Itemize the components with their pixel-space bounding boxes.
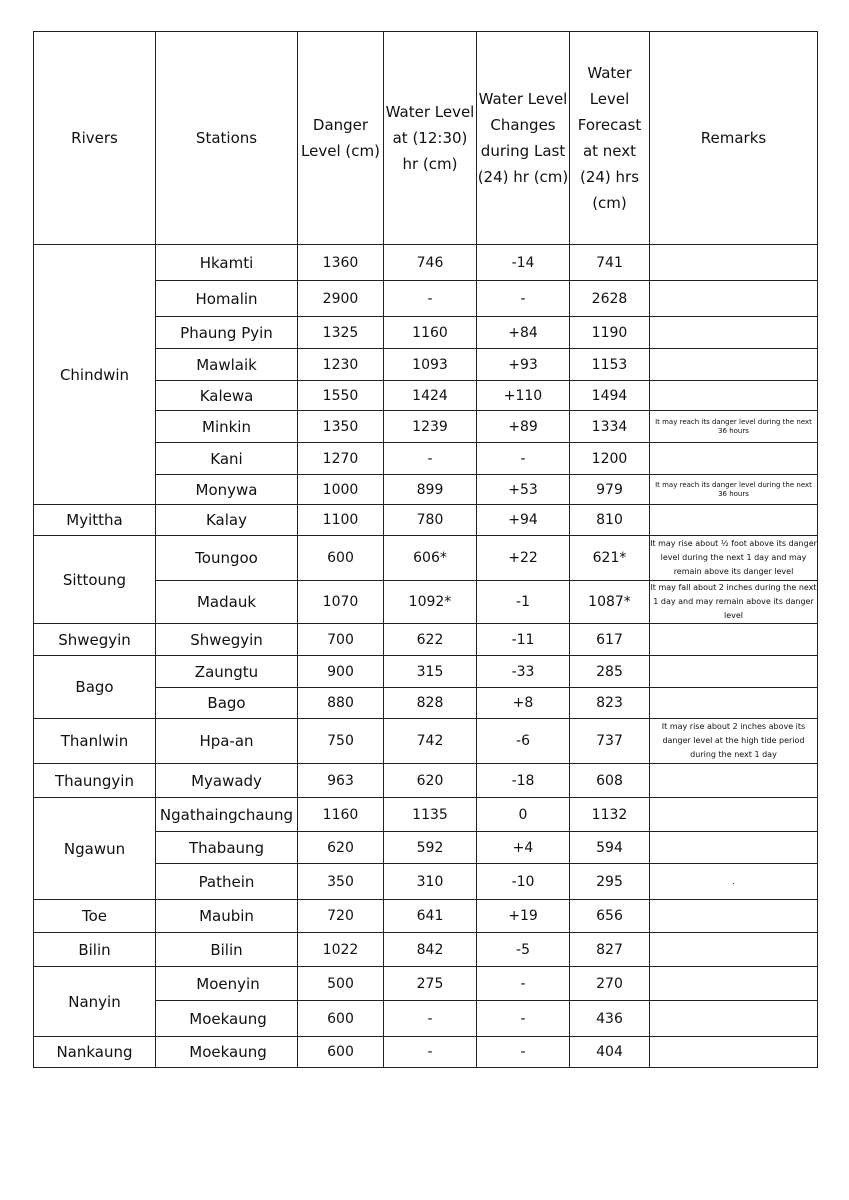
- table-row: [34, 245, 818, 281]
- level-cell: 606*: [384, 536, 477, 581]
- header-forecast: Water Level Forecast at next (24) hrs (cm): [570, 32, 650, 245]
- change-cell: +110: [477, 381, 570, 411]
- danger-cell: 750: [298, 719, 384, 764]
- station-cell: Madauk: [156, 581, 298, 624]
- level-cell: 275: [384, 967, 477, 1001]
- station-cell: Hkamti: [156, 245, 298, 281]
- remark-cell: It may fall about 2 inches during the next 1 day and may remain above its danger level: [650, 581, 818, 624]
- danger-cell: 1550: [298, 381, 384, 411]
- change-cell: -: [477, 1037, 570, 1068]
- table-row: [34, 656, 818, 688]
- station-cell: Myawady: [156, 764, 298, 798]
- river-cell: Bilin: [34, 933, 156, 967]
- forecast-cell: 1200: [570, 443, 650, 475]
- forecast-cell: 1494: [570, 381, 650, 411]
- header-changes: Water Level Changes during Last (24) hr (cm): [477, 32, 570, 245]
- level-cell: 622: [384, 624, 477, 656]
- danger-cell: 1230: [298, 349, 384, 381]
- river-cell: Shwegyin: [34, 624, 156, 656]
- remark-cell: [650, 505, 818, 536]
- change-cell: -: [477, 443, 570, 475]
- change-cell: +84: [477, 317, 570, 349]
- table-row: [34, 900, 818, 933]
- forecast-cell: 1132: [570, 798, 650, 832]
- header-row: [34, 32, 818, 245]
- header-stations: Stations: [156, 32, 298, 245]
- river-cell: Nanyin: [34, 967, 156, 1037]
- level-cell: -: [384, 443, 477, 475]
- station-cell: Bago: [156, 688, 298, 719]
- change-cell: 0: [477, 798, 570, 832]
- remark-cell: [650, 832, 818, 864]
- water-level-table: [33, 31, 818, 1068]
- station-cell: Mawlaik: [156, 349, 298, 381]
- table-row: [34, 933, 818, 967]
- table-row: [34, 719, 818, 764]
- station-cell: Thabaung: [156, 832, 298, 864]
- station-cell: Shwegyin: [156, 624, 298, 656]
- level-cell: 1135: [384, 798, 477, 832]
- change-cell: +93: [477, 349, 570, 381]
- danger-cell: 1022: [298, 933, 384, 967]
- forecast-cell: 656: [570, 900, 650, 933]
- river-cell: Myittha: [34, 505, 156, 536]
- level-cell: 592: [384, 832, 477, 864]
- change-cell: -18: [477, 764, 570, 798]
- change-cell: -: [477, 281, 570, 317]
- station-cell: Maubin: [156, 900, 298, 933]
- forecast-cell: 1153: [570, 349, 650, 381]
- table-row: [34, 967, 818, 1001]
- danger-cell: 1100: [298, 505, 384, 536]
- danger-cell: 600: [298, 536, 384, 581]
- level-cell: 1160: [384, 317, 477, 349]
- change-cell: -11: [477, 624, 570, 656]
- forecast-cell: 404: [570, 1037, 650, 1068]
- station-cell: Bilin: [156, 933, 298, 967]
- change-cell: -: [477, 1001, 570, 1037]
- remark-cell: It may rise about 2 inches above its danger level at the high tide period during the next 1 day: [650, 719, 818, 764]
- change-cell: -6: [477, 719, 570, 764]
- change-cell: -10: [477, 864, 570, 900]
- forecast-cell: 979: [570, 475, 650, 505]
- change-cell: +19: [477, 900, 570, 933]
- level-cell: -: [384, 1037, 477, 1068]
- forecast-cell: 608: [570, 764, 650, 798]
- level-cell: 842: [384, 933, 477, 967]
- remark-cell: [650, 967, 818, 1001]
- danger-cell: 1000: [298, 475, 384, 505]
- remark-cell: [650, 798, 818, 832]
- danger-cell: 600: [298, 1001, 384, 1037]
- forecast-cell: 295: [570, 864, 650, 900]
- forecast-cell: 621*: [570, 536, 650, 581]
- level-cell: 742: [384, 719, 477, 764]
- remark-cell: [650, 245, 818, 281]
- danger-cell: 500: [298, 967, 384, 1001]
- station-cell: Moekaung: [156, 1001, 298, 1037]
- forecast-cell: 1334: [570, 411, 650, 443]
- header-water-level: Water Level at (12:30) hr (cm): [384, 32, 477, 245]
- remark-cell: [650, 443, 818, 475]
- forecast-cell: 617: [570, 624, 650, 656]
- change-cell: -33: [477, 656, 570, 688]
- change-cell: +22: [477, 536, 570, 581]
- danger-cell: 600: [298, 1037, 384, 1068]
- forecast-cell: 594: [570, 832, 650, 864]
- station-cell: Kani: [156, 443, 298, 475]
- level-cell: 746: [384, 245, 477, 281]
- remark-cell: [650, 317, 818, 349]
- forecast-cell: 1087*: [570, 581, 650, 624]
- forecast-cell: 1190: [570, 317, 650, 349]
- danger-cell: 2900: [298, 281, 384, 317]
- table-row: [34, 1037, 818, 1068]
- danger-cell: 963: [298, 764, 384, 798]
- remark-cell: [650, 1001, 818, 1037]
- danger-cell: 1160: [298, 798, 384, 832]
- forecast-cell: 827: [570, 933, 650, 967]
- remark-cell: [650, 764, 818, 798]
- change-cell: +94: [477, 505, 570, 536]
- river-cell: Toe: [34, 900, 156, 933]
- station-cell: Homalin: [156, 281, 298, 317]
- forecast-cell: 737: [570, 719, 650, 764]
- river-cell: Chindwin: [34, 245, 156, 505]
- danger-cell: 700: [298, 624, 384, 656]
- level-cell: 828: [384, 688, 477, 719]
- change-cell: +89: [477, 411, 570, 443]
- change-cell: -: [477, 967, 570, 1001]
- forecast-cell: 270: [570, 967, 650, 1001]
- river-cell: Bago: [34, 656, 156, 719]
- danger-cell: 880: [298, 688, 384, 719]
- station-cell: Zaungtu: [156, 656, 298, 688]
- station-cell: Pathein: [156, 864, 298, 900]
- change-cell: -5: [477, 933, 570, 967]
- remark-cell: [650, 900, 818, 933]
- river-cell: Ngawun: [34, 798, 156, 900]
- level-cell: -: [384, 281, 477, 317]
- river-cell: Thaungyin: [34, 764, 156, 798]
- river-cell: Nankaung: [34, 1037, 156, 1068]
- remark-cell: [650, 624, 818, 656]
- danger-cell: 1325: [298, 317, 384, 349]
- remark-cell: [650, 349, 818, 381]
- station-cell: Phaung Pyin: [156, 317, 298, 349]
- remark-cell: [650, 656, 818, 688]
- change-cell: -1: [477, 581, 570, 624]
- remark-cell: [650, 281, 818, 317]
- change-cell: +8: [477, 688, 570, 719]
- level-cell: 1239: [384, 411, 477, 443]
- level-cell: 620: [384, 764, 477, 798]
- table-row: [34, 764, 818, 798]
- station-cell: Monywa: [156, 475, 298, 505]
- level-cell: 899: [384, 475, 477, 505]
- river-cell: Thanlwin: [34, 719, 156, 764]
- forecast-cell: 436: [570, 1001, 650, 1037]
- station-cell: Ngathaingchaung: [156, 798, 298, 832]
- change-cell: +4: [477, 832, 570, 864]
- level-cell: 1424: [384, 381, 477, 411]
- header-rivers: Rivers: [34, 32, 156, 245]
- danger-cell: 900: [298, 656, 384, 688]
- change-cell: +53: [477, 475, 570, 505]
- remark-cell: [650, 1037, 818, 1068]
- danger-cell: 720: [298, 900, 384, 933]
- danger-cell: 1270: [298, 443, 384, 475]
- table-row: [34, 505, 818, 536]
- station-cell: Moekaung: [156, 1037, 298, 1068]
- level-cell: 1093: [384, 349, 477, 381]
- remark-cell: It may rise about ½ foot above its danger level during the next 1 day and may remain above its danger level: [650, 536, 818, 581]
- danger-cell: 620: [298, 832, 384, 864]
- forecast-cell: 810: [570, 505, 650, 536]
- table-row: [34, 798, 818, 832]
- forecast-cell: 2628: [570, 281, 650, 317]
- station-cell: Kalay: [156, 505, 298, 536]
- remark-cell: [650, 933, 818, 967]
- river-cell: Sittoung: [34, 536, 156, 624]
- table-row: [34, 624, 818, 656]
- level-cell: 315: [384, 656, 477, 688]
- level-cell: 310: [384, 864, 477, 900]
- station-cell: Hpa-an: [156, 719, 298, 764]
- level-cell: 780: [384, 505, 477, 536]
- danger-cell: 350: [298, 864, 384, 900]
- remark-cell: It may reach its danger level during the next 36 hours: [650, 411, 818, 443]
- table-row: [34, 536, 818, 581]
- danger-cell: 1360: [298, 245, 384, 281]
- header-danger-level: Danger Level (cm): [298, 32, 384, 245]
- forecast-cell: 285: [570, 656, 650, 688]
- danger-cell: 1350: [298, 411, 384, 443]
- header-remarks: Remarks: [650, 32, 818, 245]
- change-cell: -14: [477, 245, 570, 281]
- forecast-cell: 823: [570, 688, 650, 719]
- level-cell: 1092*: [384, 581, 477, 624]
- remark-cell: .: [650, 864, 818, 900]
- level-cell: 641: [384, 900, 477, 933]
- station-cell: Moenyin: [156, 967, 298, 1001]
- station-cell: Toungoo: [156, 536, 298, 581]
- level-cell: -: [384, 1001, 477, 1037]
- station-cell: Minkin: [156, 411, 298, 443]
- forecast-cell: 741: [570, 245, 650, 281]
- remark-cell: It may reach its danger level during the next 36 hours: [650, 475, 818, 505]
- remark-cell: [650, 688, 818, 719]
- remark-cell: [650, 381, 818, 411]
- danger-cell: 1070: [298, 581, 384, 624]
- station-cell: Kalewa: [156, 381, 298, 411]
